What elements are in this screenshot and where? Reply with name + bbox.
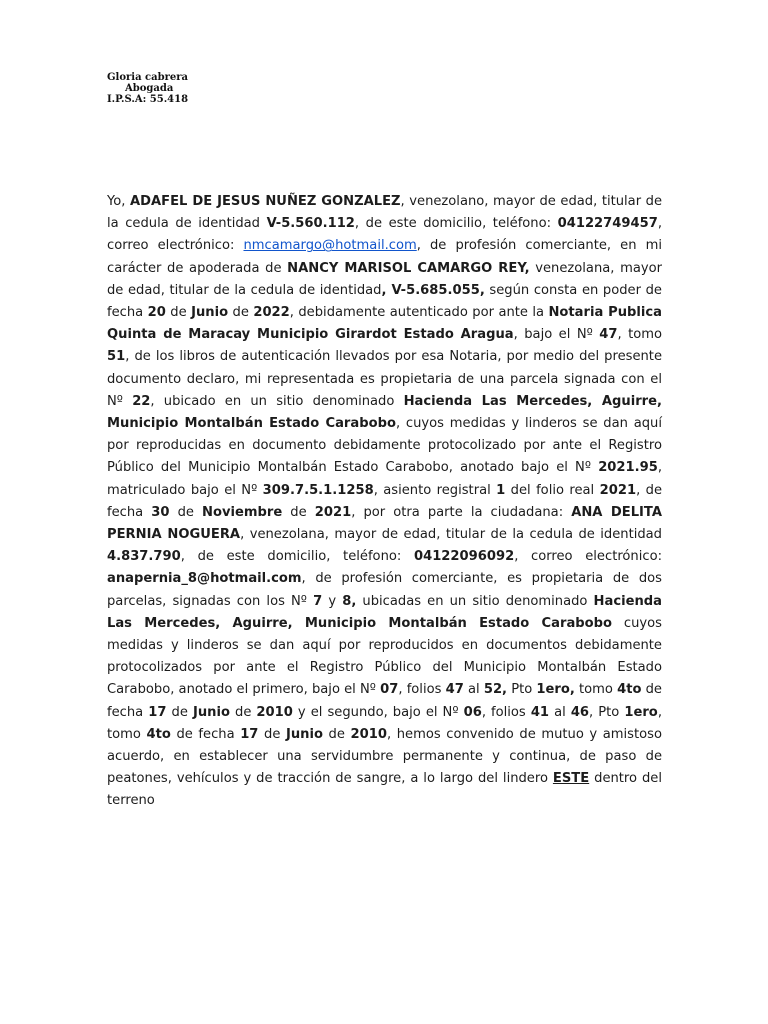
- bold-text: 06: [463, 704, 482, 720]
- bold-text: 2022: [253, 305, 290, 321]
- body-text-segment: , de fecha: [107, 482, 662, 520]
- body-text-segment: ubicadas en un sitio denominado: [356, 593, 594, 609]
- body-text-segment: , Pto: [589, 704, 625, 720]
- body-text-segment: , de este domicilio, teléfono:: [354, 216, 558, 232]
- bold-text: anapernia_8@hotmail.com: [107, 571, 302, 587]
- body-text-segment: , de profesión comerciante, es propietaria de dos parcelas, signadas con los Nº: [107, 571, 662, 609]
- bold-text: 17: [148, 704, 167, 720]
- body-text-segment: , por otra parte la ciudadana:: [351, 504, 572, 520]
- bold-text: 2010: [256, 704, 293, 720]
- body-text-segment: , correo electrónico:: [107, 216, 662, 254]
- bold-text: 07: [380, 682, 399, 698]
- bold-text: 4to: [146, 726, 171, 742]
- bold-text: 22: [132, 393, 151, 409]
- body-text-segment: dentro del terreno: [107, 771, 662, 809]
- body-text-segment: venezolana, mayor de edad, titular de la cedula de identidad: [107, 260, 662, 298]
- body-text-segment: de: [258, 726, 286, 742]
- bold-text: 52,: [483, 682, 508, 698]
- bold-text: Junio: [285, 726, 323, 742]
- body-text-segment: y el segundo, bajo el Nº: [292, 704, 464, 720]
- body-text-segment: según consta en poder de fecha: [107, 282, 662, 321]
- bold-text: 2021: [599, 482, 637, 498]
- lawyer-name: Gloria cabrera: [107, 72, 188, 83]
- body-text-segment: de fecha: [107, 682, 662, 720]
- body-text-segment: de: [166, 704, 193, 720]
- body-text-segment: Yo,: [107, 194, 130, 209]
- body-text-segment: y: [322, 593, 343, 609]
- body-text-segment: de fecha: [170, 726, 241, 742]
- body-text-segment: de: [322, 726, 351, 742]
- bold-text: 2021.95: [598, 460, 658, 476]
- body-text-segment: al: [463, 682, 484, 698]
- bold-text: 2010: [350, 726, 387, 742]
- bold-text: V-5.560.112: [266, 216, 355, 232]
- body-text-segment: , de este domicilio, teléfono:: [180, 549, 414, 565]
- bold-text: 1ero: [624, 704, 658, 720]
- bold-text: 41: [530, 704, 550, 720]
- bold-text: 17: [240, 726, 259, 742]
- bold-text: Junio: [192, 704, 230, 720]
- bold-text: 46: [570, 704, 590, 720]
- body-text-segment: al: [549, 704, 571, 720]
- body-text-segment: , hemos convenido de mutuo y amistoso acuerdo, en establecer una servidumbre permanente y continua, de paso de peatones, vehículos y de tracción de sangre, a lo largo del lindero: [107, 726, 662, 787]
- bold-text: 4to: [617, 682, 642, 698]
- letterhead: [107, 72, 188, 105]
- body-text-segment: de: [282, 504, 315, 520]
- lawyer-title: Abogada: [125, 83, 174, 94]
- bold-text: ESTE: [552, 771, 590, 787]
- body-text-segment: , debidamente autenticado por ante la: [289, 305, 549, 321]
- bold-text: NANCY MARISOL CAMARGO REY,: [287, 260, 530, 276]
- bold-text: 1ero,: [536, 682, 575, 698]
- body-text-segment: , folios: [481, 704, 531, 720]
- bold-text: ANA DELITA PERNIA NOGUERA: [107, 504, 662, 543]
- body-text-segment: del folio real: [505, 482, 600, 498]
- body-text-segment: Pto: [507, 682, 537, 698]
- body-text-segment: cuyos medidas y linderos se dan aquí por reproducidos en documentos debidamente protocolizados por ante el Registro Público del Municipio Montalbán Estado Carabobo, anotado el primero, bajo el Nº: [107, 615, 662, 698]
- bold-text: Hacienda Las Mercedes, Aguirre, Municipio Montalbán Estado Carabobo: [107, 593, 663, 631]
- bold-text: Notaria Publica Quinta de Maracay Municipio Girardot Estado Aragua: [107, 305, 662, 343]
- bold-text: 47: [599, 327, 618, 343]
- body-text-segment: , cuyos medidas y linderos se dan aquí por reproducidas en documento debidamente protocolizado por ante el Registro Público del Municipio Montalbán Estado Carabobo, anotado bajo el Nº: [107, 416, 662, 476]
- bold-text: 8,: [342, 593, 357, 609]
- ipsa-number: I.P.S.A: 55.418: [107, 94, 189, 105]
- body-text-segment: , tomo: [107, 704, 662, 742]
- body-text-segment: de: [165, 305, 192, 321]
- body-text-segment: , correo electrónico:: [514, 549, 662, 565]
- bold-text: 47: [445, 682, 464, 698]
- bold-text: 1: [496, 482, 506, 498]
- bold-text: 51: [107, 349, 126, 365]
- body-text-segment: , tomo: [617, 327, 662, 343]
- body-text-segment: , venezolano, mayor de edad, titular de la cedula de identidad: [107, 194, 662, 232]
- bold-text: Noviembre: [202, 504, 283, 520]
- body-text-segment: tomo: [574, 682, 618, 698]
- bold-text: 7: [313, 593, 323, 609]
- body-text-segment: de: [228, 305, 254, 321]
- body-text-segment: , ubicado en un sitio denominado: [150, 393, 404, 409]
- body-text-segment: , venezolana, mayor de edad, titular de la cedula de identidad: [240, 527, 662, 543]
- bold-text: 30: [151, 504, 170, 520]
- body-text-segment: de: [169, 504, 203, 520]
- body-text-segment: de: [229, 704, 257, 720]
- bold-text: Hacienda Las Mercedes, Aguirre, Municipio Montalbán Estado Carabobo: [107, 393, 662, 432]
- email-link[interactable]: nmcamargo@hotmail.com: [243, 238, 417, 254]
- body-text-segment: , matriculado bajo el Nº: [107, 460, 662, 498]
- bold-text: 04122096092: [413, 549, 515, 565]
- body-text-segment: , de profesión comerciante, en mi carácter de apoderada de: [107, 238, 662, 276]
- body-text-segment: , asiento registral: [373, 482, 497, 498]
- bold-text: 4.837.790: [107, 549, 181, 565]
- bold-text: Junio: [191, 305, 229, 321]
- bold-text: ADAFEL DE JESUS NUÑEZ GONZALEZ: [130, 194, 401, 209]
- bold-text: 04122749457: [557, 216, 658, 232]
- document-body: [107, 191, 662, 813]
- bold-text: , V-5.685.055,: [381, 282, 485, 298]
- body-text-segment: , de los libros de autenticación llevados por esa Notaria, por medio del presente documento declaro, mi representada es propietaria de una parcela signada con el Nº: [107, 349, 662, 409]
- body-text-segment: , bajo el Nº: [513, 327, 600, 343]
- body-text-segment: , folios: [398, 682, 446, 698]
- bold-text: 20: [147, 305, 166, 321]
- bold-text: 2021: [314, 504, 352, 520]
- bold-text: 309.7.5.1.1258: [262, 482, 374, 498]
